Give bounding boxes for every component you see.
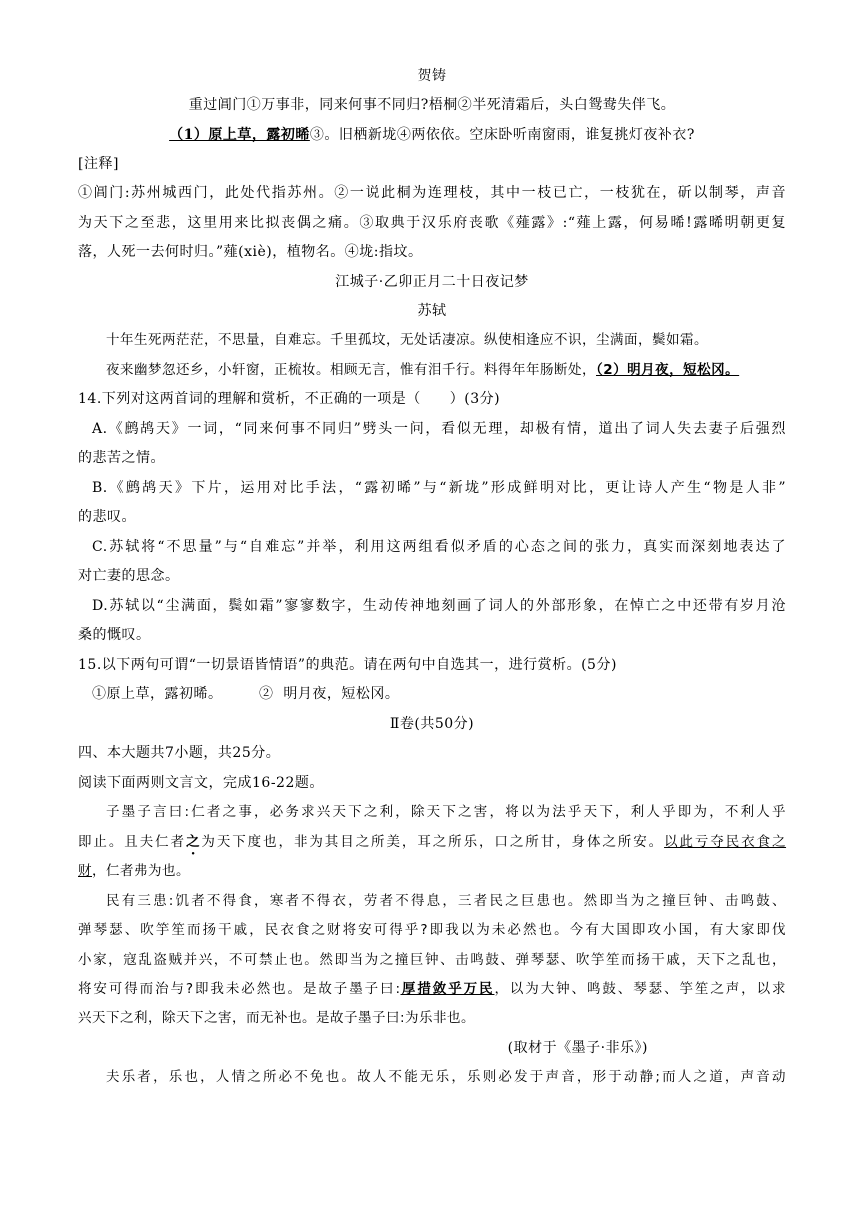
passage1-line2-mid: 为天下度也，非为其目之所美，耳之所乐，口之所甘，身体之所安。 [201,834,665,850]
q15-stem: 15.以下两句可谓“一切景语皆情语”的典范。请在两句中自选其一，进行赏析。(5分) [78,657,617,673]
notes-label: [注释] [78,156,119,172]
q14-option-b-line2: 的悲叹。 [78,509,136,525]
dotted-word: 之 [185,834,202,850]
passage1-line8: 兴天下之利，除天下之害，而无补也。是故子墨子曰:为乐非也。 [78,1010,476,1026]
section-heading: 四、本大题共7小题，共25分。 [78,745,281,761]
passage1-line7-end: ，以为大钟、鸣鼓、琴瑟、竽笙之声，以求 [494,981,786,997]
reading-instruction: 阅读下面两则文言文，完成16-22题。 [78,775,324,791]
poem1-line2 [78,125,786,145]
part2-heading: Ⅱ卷(共50分) [389,716,475,732]
underlined-sentence-part2: 财 [78,863,92,879]
q14-option-c-line1: C.苏轼将“不思量”与“自难忘”并举，利用这两组看似矛盾的心态之间的张力，真实而深刻地表达了 [92,539,786,555]
blank-2-text: （2）明月夜，短松冈。 [596,362,740,378]
notes-line1: ①阊门:苏州城西门，此处代指苏州。②一说此桐为连理枝，其中一枝已亡，一枝犹在，斫以制琴，声音 [78,185,786,201]
poem2-line2-text: 夜来幽梦忽还乡，小轩窗，正梳妆。相顾无言，惟有泪千行。料得年年肠断处， [106,362,596,378]
q14-stem: 14.下列对这两首词的理解和赏析，不正确的一项是（ ）(3分) [78,391,501,407]
passage1-line7 [78,979,786,999]
bold-underlined-phrase: 厚措敛乎万民 [400,981,495,997]
passage1-line1: 子墨子言曰:仁者之事，必务求兴天下之利，除天下之害，将以为法乎天下，利人乎即为，不利人乎 [106,804,786,820]
passage1-source: (取材于《墨子·非乐》) [507,1040,648,1056]
poem1-author: 贺铸 [417,68,447,84]
q14-option-d-line1: D.苏轼以“尘满面，鬓如霜”寥寥数字，生动传神地刻画了词人的外部形象，在悼亡之中还带有岁月沧 [92,598,786,614]
poem2-author: 苏轼 [417,303,447,319]
passage1-line2 [78,832,786,858]
poem2-line2 [106,360,786,380]
poem2-line1: 十年生死两茫茫，不思量，自难忘。千里孤坟，无处话凄凉。纵使相逢应不识，尘满面，鬓如霜。 [106,332,708,348]
notes-line3: 落，人死一去何时归。”薤(xiè)，植物名。④垅:指坟。 [78,244,423,260]
passage1-line3 [78,861,786,881]
passage1-line2-start: 即止。且夫仁者 [78,834,186,850]
underlined-sentence-part1: 以此亏夺民衣食之 [664,834,787,850]
passage1-line7-start: 将安可得而治与?即我未必然也。是故子墨子曰: [78,981,401,997]
passage2-line1: 夫乐者，乐也，人情之所必不免也。故人不能无乐，乐则必发于声音，形于动静;而人之道，声音动 [106,1069,786,1085]
blank-1-text: （1）原上草，露初晞 [169,127,310,143]
passage1-line3-rest: ，仁者弗为也。 [92,863,190,879]
poem1-line1: 重过阊门①万事非，同来何事不同归?梧桐②半死清霜后，头白鸳鸯失伴飞。 [188,97,676,113]
poem2-title: 江城子·乙卯正月二十日夜记梦 [335,274,529,290]
notes-line2: 为天下之至悲，这里用来比拟丧偶之痛。③取典于汉乐府丧歌《薤露》:“薤上露，何易晞!露晞明朝更复 [78,215,786,231]
q14-option-a-line2: 的悲苦之情。 [78,450,165,466]
q14-option-a-line1: A.《鹧鸪天》一词，“同来何事不同归”劈头一问，看似无理，却极有情，道出了词人失去妻子后强烈 [92,421,786,437]
q14-option-b-line1: B.《鹧鸪天》下片，运用对比手法，“露初晞”与“新垅”形成鲜明对比，更让诗人产生“物是人非” [92,480,786,496]
poem1-line2-rest: ③。旧栖新垅④两依依。空床卧听南窗雨，谁复挑灯夜补衣? [309,127,695,143]
passage1-line6: 小家，寇乱盗贼并兴，不可禁止也。然即当为之撞巨钟、击鸣鼓、弹琴瑟、吹竽笙而扬干戚，天下之乱也， [78,952,786,968]
passage1-line4: 民有三患:饥者不得食，寒者不得衣，劳者不得息，三者民之巨患也。然即当为之撞巨钟、击鸣鼓、 [106,893,786,909]
q14-option-c-line2: 对亡妻的思念。 [78,568,180,584]
q15-options: ①原上草，露初晞。 ② 明月夜，短松冈。 [92,686,400,702]
q14-option-d-line2: 桑的慨叹。 [78,627,151,643]
passage1-line5: 弹琴瑟、吹竽笙而扬干戚，民衣食之财将安可得乎?即我以为未必然也。今有大国即攻小国，有大家即伐 [78,922,786,938]
